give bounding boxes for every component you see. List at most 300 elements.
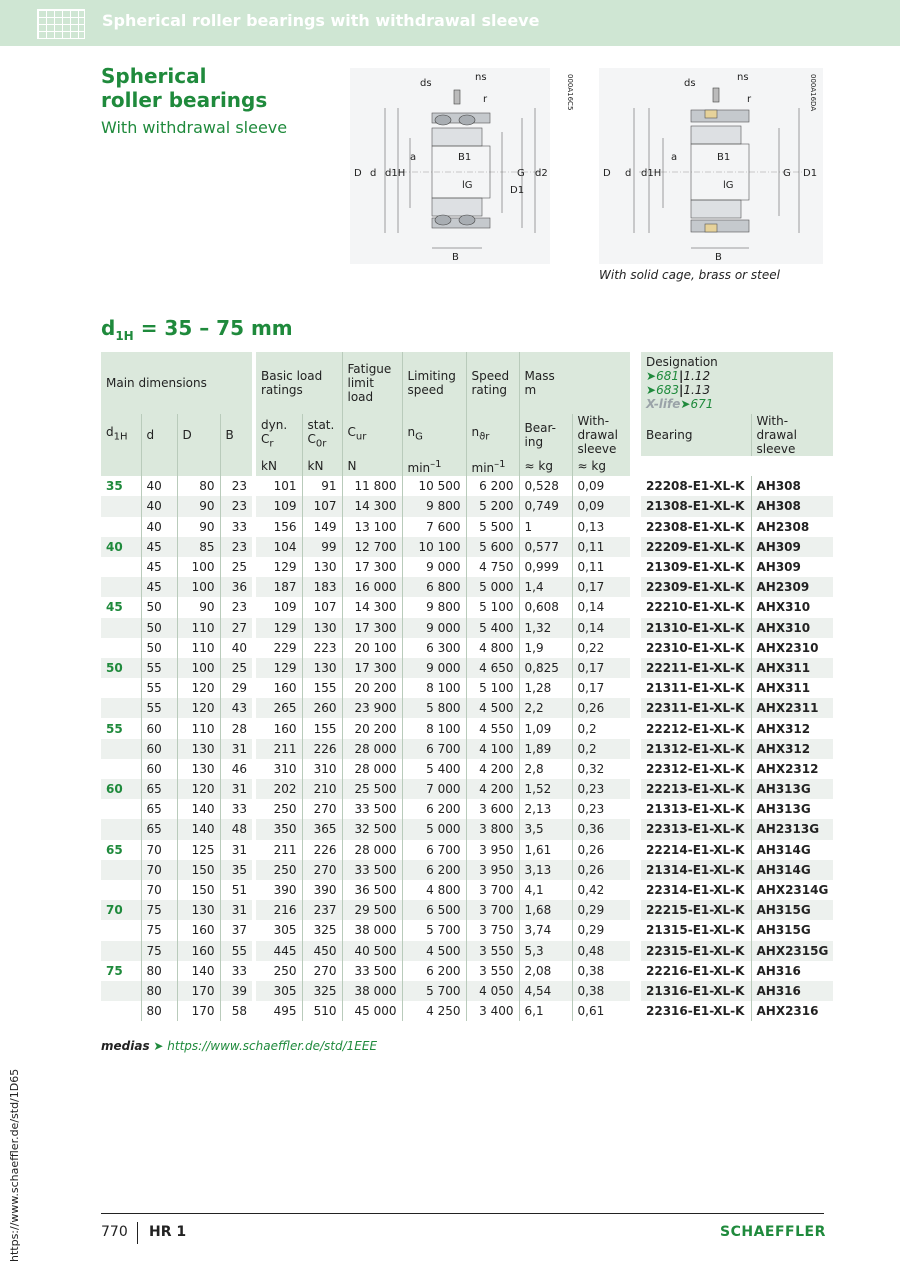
table-cell: AH2313G: [751, 819, 833, 839]
table-cell: AH309: [751, 537, 833, 557]
table-cell: 50: [141, 597, 177, 617]
table-cell: 90: [177, 496, 220, 516]
table-cell: 4 550: [466, 718, 519, 738]
table-cell: [101, 638, 141, 658]
fig2-label-G: G: [783, 168, 791, 179]
table-cell: AH308: [751, 476, 833, 496]
table-cell: 40: [141, 476, 177, 496]
table-cell: 9 800: [402, 597, 466, 617]
table-cell: 107: [302, 496, 342, 516]
table-cell: 7 000: [402, 779, 466, 799]
fig2-code: 000A16DA: [809, 74, 817, 112]
table-row: [101, 658, 833, 678]
band-title: Spherical roller bearings with withdrawal sleeve: [102, 11, 540, 30]
fig1-label-d2: d2: [535, 168, 548, 179]
table-cell: 211: [256, 739, 302, 759]
table-cell: 3 700: [466, 900, 519, 920]
table-row: [101, 557, 833, 577]
table-cell: 29 500: [342, 900, 402, 920]
table-cell: 1,52: [519, 779, 572, 799]
table-cell: 22214-E1-XL-K: [646, 842, 745, 857]
table-cell: 37: [220, 920, 252, 940]
col-bearing-mass: Bear- ing: [519, 414, 572, 456]
table-cell: 39: [220, 981, 252, 1001]
header-designation: Designation ➤681|1.12 ➤683|1.13 X-life➤671: [641, 352, 833, 414]
table-cell: 60: [141, 759, 177, 779]
table-cell: 60: [101, 779, 141, 799]
table-cell: AH314G: [751, 840, 833, 860]
table-cell: [101, 517, 141, 537]
brand-logo: SCHAEFFLER: [720, 1224, 826, 1240]
table-cell: 22310-E1-XL-K: [646, 640, 745, 655]
table-cell: 0,749: [519, 496, 572, 516]
fig1-label-d1H: d1H: [385, 168, 406, 179]
fig1-label-D: D: [354, 168, 362, 179]
table-cell: 31: [220, 840, 252, 860]
table-cell: 156: [273, 519, 297, 534]
table-header-row-1: [101, 352, 833, 414]
header-basic-load: Basic load ratings: [256, 352, 342, 414]
table-cell: 8 100: [402, 718, 466, 738]
table-cell: 160: [177, 941, 220, 961]
table-cell: 5 700: [402, 981, 466, 1001]
unit-kg-sleeve: ≈ kg: [572, 456, 630, 476]
table-cell: 5 100: [466, 597, 519, 617]
table-row: [101, 981, 833, 1001]
table-cell: 0,2: [572, 718, 630, 738]
table-cell: 14 300: [342, 597, 402, 617]
table-cell: [101, 557, 141, 577]
table-cell: 4 750: [466, 557, 519, 577]
table-cell: 6,1: [519, 1001, 572, 1021]
footer-divider: [137, 1222, 138, 1244]
table-cell: 3 600: [466, 799, 519, 819]
table-cell: 5 700: [402, 920, 466, 940]
footer-rule: [101, 1213, 824, 1214]
table-cell: 60: [141, 718, 177, 738]
table-cell: AH309: [751, 557, 833, 577]
table-cell: 170: [177, 1001, 220, 1021]
table-cell: AHX2312: [751, 759, 833, 779]
table-cell: [101, 618, 141, 638]
table-cell: 160: [273, 721, 297, 736]
table-cell: AH315G: [751, 900, 833, 920]
table-cell: AH2308: [751, 517, 833, 537]
table-cell: 10 500: [402, 476, 466, 496]
table-cell: 16 000: [342, 577, 402, 597]
table-cell: AHX2316: [751, 1001, 833, 1021]
table-cell: 109: [256, 496, 302, 516]
table-cell: 65: [141, 779, 177, 799]
table-cell: 80: [141, 961, 177, 981]
table-cell: 3 950: [466, 860, 519, 880]
table-row: [101, 597, 833, 617]
table-cell: 38 000: [342, 981, 402, 1001]
table-cell: 22211-E1-XL-K: [641, 658, 751, 678]
table-cell: [101, 880, 141, 900]
table-cell: 22313-E1-XL-K: [641, 819, 751, 839]
table-header-row-2: [101, 414, 833, 456]
bearing-table: [101, 352, 833, 1021]
table-cell: 58: [220, 1001, 252, 1021]
table-cell: 65: [141, 799, 177, 819]
table-cell: 3 750: [466, 920, 519, 940]
table-cell: 100: [177, 658, 220, 678]
unit-N: N: [342, 456, 402, 476]
table-cell: 99: [302, 537, 342, 557]
table-cell: 22314-E1-XL-K: [646, 883, 745, 898]
table-cell: 28: [220, 718, 252, 738]
table-cell: 14 300: [342, 496, 402, 516]
table-cell: 80: [141, 981, 177, 1001]
table-cell: 216: [256, 900, 302, 920]
unit-kN-stat: kN: [302, 456, 342, 476]
table-cell: 46: [220, 759, 252, 779]
x-life-logo: X-life: [646, 397, 681, 411]
table-cell: AHX2311: [751, 698, 833, 718]
table-cell: 32 500: [342, 819, 402, 839]
table-cell: 100: [177, 557, 220, 577]
catalog-grid-icon: [37, 9, 85, 39]
table-cell: 10 100: [402, 537, 466, 557]
header-main-dimensions: Main dimensions: [101, 352, 252, 414]
table-cell: 4 200: [466, 759, 519, 779]
table-cell: 120: [177, 678, 220, 698]
table-cell: 4 100: [466, 739, 519, 759]
table-cell: 0,13: [572, 517, 630, 537]
table-cell: [101, 981, 141, 1001]
table-cell: 5,3: [519, 941, 572, 961]
table-cell: 22212-E1-XL-K: [646, 721, 745, 736]
table-cell: AH315G: [751, 920, 833, 940]
table-cell: 325: [302, 981, 342, 1001]
fig2-label-ns: ns: [737, 72, 749, 83]
designation-ref-3[interactable]: X-life➤671: [646, 397, 714, 411]
table-row: [101, 537, 833, 557]
medias-link[interactable]: medias ➤ https://www.schaeffler.de/std/1EEE: [101, 1039, 378, 1053]
table-cell: 80: [141, 1001, 177, 1021]
table-cell: 130: [177, 759, 220, 779]
table-cell: 130: [177, 900, 220, 920]
table-cell: 270: [302, 860, 342, 880]
header-speed: Speed rating: [466, 352, 519, 414]
table-cell: 50: [141, 618, 177, 638]
table-cell: 390: [302, 880, 342, 900]
table-cell: 0,608: [519, 597, 572, 617]
table-cell: 9 000: [402, 658, 466, 678]
table-cell: 237: [302, 900, 342, 920]
table-row: [101, 678, 833, 698]
col-d: d: [141, 414, 177, 456]
table-cell: 120: [177, 698, 220, 718]
table-row: [101, 618, 833, 638]
table-cell: 50: [101, 658, 141, 678]
table-cell: 0,38: [572, 961, 630, 981]
table-cell: 13 100: [342, 517, 402, 537]
table-cell: 110: [177, 638, 220, 658]
unit-kg-bearing: ≈ kg: [519, 456, 572, 476]
table-cell: 450: [302, 941, 342, 961]
fig2-label-d: d: [625, 168, 632, 179]
table-cell: 510: [302, 1001, 342, 1021]
table-cell: 140: [177, 961, 220, 981]
table-row: [101, 577, 833, 597]
fig1-label-d: d: [370, 168, 377, 179]
table-cell: 1,89: [519, 739, 572, 759]
fig1-label-a: a: [410, 152, 417, 163]
header-limiting: Limiting speed: [402, 352, 466, 414]
table-cell: 3,5: [519, 819, 572, 839]
table-cell: 250: [256, 860, 302, 880]
table-cell: 160: [273, 681, 297, 696]
table-cell: 0,11: [572, 557, 630, 577]
table-cell: 22308-E1-XL-K: [646, 519, 745, 534]
table-cell: 0,38: [572, 981, 630, 1001]
table-cell: 21312-E1-XL-K: [641, 739, 751, 759]
table-cell: 5 400: [466, 618, 519, 638]
table-cell: AHX2314G: [751, 880, 833, 900]
table-row: [101, 496, 833, 516]
table-cell: 0,2: [572, 739, 630, 759]
table-cell: 5 000: [402, 819, 466, 839]
table-cell: 90: [177, 517, 220, 537]
fig1-label-ns: ns: [475, 72, 487, 83]
table-cell: 101: [273, 479, 297, 494]
table-cell: 31: [220, 739, 252, 759]
table-cell: 43: [220, 698, 252, 718]
table-cell: 183: [302, 577, 342, 597]
table-cell: 110: [177, 718, 220, 738]
table-cell: 1,09: [519, 718, 572, 738]
table-cell: 55: [220, 941, 252, 961]
table-cell: 1,68: [519, 900, 572, 920]
table-cell: 21308-E1-XL-K: [641, 496, 751, 516]
table-cell: 0,999: [519, 557, 572, 577]
table-cell: 20 200: [342, 718, 402, 738]
table-row: [101, 779, 833, 799]
table-cell: 4 250: [402, 1001, 466, 1021]
table-cell: 22311-E1-XL-K: [641, 698, 751, 718]
table-cell: 3 950: [466, 840, 519, 860]
table-row: [101, 880, 833, 900]
table-cell: 22210-E1-XL-K: [646, 600, 745, 615]
table-cell: 70: [141, 880, 177, 900]
table-cell: 8 100: [402, 678, 466, 698]
col-d1H: $d_{1H}$: [101, 414, 141, 456]
table-cell: 155: [302, 718, 342, 738]
table-cell: 22316-E1-XL-K: [646, 1004, 745, 1019]
table-cell: 40: [141, 496, 177, 516]
table-row: [101, 941, 833, 961]
table-cell: 155: [302, 678, 342, 698]
side-url[interactable]: https://www.schaeffler.de/std/1D65: [8, 1068, 21, 1262]
table-cell: 129: [273, 560, 297, 575]
table-cell: 33 500: [342, 860, 402, 880]
table-cell: 9 000: [402, 618, 466, 638]
table-cell: 4 500: [402, 941, 466, 961]
table-row: [101, 900, 833, 920]
table-cell: 55: [106, 721, 123, 736]
table-header-units: [101, 456, 833, 476]
table-cell: 270: [302, 961, 342, 981]
table-cell: [101, 678, 141, 698]
fig1-code: 000A16C5: [566, 74, 574, 111]
table-cell: 1,4: [519, 577, 572, 597]
table-cell: 48: [220, 819, 252, 839]
fig1-label-ds: ds: [420, 78, 432, 89]
table-cell: 104: [256, 537, 302, 557]
table-cell: 0,26: [572, 860, 630, 880]
table-cell: 60: [141, 739, 177, 759]
range-heading: $d_{1H} = 35 - 75$ mm: [101, 316, 293, 343]
fig2-label-lG: lG: [723, 180, 734, 191]
table-cell: AH308: [751, 496, 833, 516]
table-cell: 9 000: [402, 557, 466, 577]
table-cell: 0,23: [572, 799, 630, 819]
table-cell: 0,11: [572, 537, 630, 557]
figure-caption: With solid cage, brass or steel: [599, 268, 780, 282]
table-cell: [101, 819, 141, 839]
table-row: [101, 517, 833, 537]
table-cell: 3,74: [519, 920, 572, 940]
table-cell: 45: [141, 577, 177, 597]
table-cell: 31: [220, 900, 252, 920]
table-cell: 40: [220, 638, 252, 658]
fig2-label-ds: ds: [684, 78, 696, 89]
table-cell: 25 500: [342, 779, 402, 799]
table-cell: AHX311: [751, 658, 833, 678]
table-cell: 29: [220, 678, 252, 698]
table-cell: 0,22: [572, 638, 630, 658]
table-cell: 40 500: [342, 941, 402, 961]
table-cell: 3,13: [519, 860, 572, 880]
table-cell: 4,54: [519, 981, 572, 1001]
table-cell: 22213-E1-XL-K: [641, 779, 751, 799]
fig2-label-B: B: [715, 252, 722, 263]
table-cell: 149: [302, 517, 342, 537]
table-row: [101, 759, 833, 779]
table-cell: [101, 577, 141, 597]
table-cell: 17 300: [342, 658, 402, 678]
table-cell: AH2309: [751, 577, 833, 597]
table-cell: 6 200: [402, 799, 466, 819]
table-cell: 23: [220, 496, 252, 516]
table-cell: 40: [141, 517, 177, 537]
table-cell: 33: [220, 961, 252, 981]
table-cell: 28 000: [342, 739, 402, 759]
table-cell: 270: [302, 799, 342, 819]
table-cell: 107: [302, 597, 342, 617]
page-number: 770: [101, 1224, 128, 1240]
col-stat: stat. $C_{0r}$: [302, 414, 342, 456]
table-cell: 55: [141, 698, 177, 718]
table-cell: 445: [256, 941, 302, 961]
table-cell: 17 300: [342, 618, 402, 638]
table-cell: 5 100: [466, 678, 519, 698]
table-cell: 90: [177, 597, 220, 617]
table-cell: 3 800: [466, 819, 519, 839]
fig2-label-a: a: [671, 152, 678, 163]
col-B: B: [220, 414, 252, 456]
table-cell: 35: [106, 479, 123, 494]
table-cell: 28 000: [342, 840, 402, 860]
fig1-label-B: B: [452, 252, 459, 263]
col-dyn: dyn. $C_r$: [256, 414, 302, 456]
table-cell: 23 900: [342, 698, 402, 718]
table-cell: 0,17: [572, 678, 630, 698]
table-cell: 150: [177, 860, 220, 880]
table-cell: 265: [256, 698, 302, 718]
table-cell: 129: [256, 618, 302, 638]
table-cell: 85: [177, 537, 220, 557]
table-cell: 33: [220, 517, 252, 537]
table-cell: 45 000: [342, 1001, 402, 1021]
table-cell: 226: [302, 840, 342, 860]
table-cell: 70: [141, 840, 177, 860]
table-cell: 0,26: [572, 840, 630, 860]
table-cell: 5 000: [466, 577, 519, 597]
fig1-label-G: G: [517, 168, 525, 179]
table-cell: 211: [273, 842, 297, 857]
table-cell: 80: [177, 476, 220, 496]
table-cell: 33 500: [342, 961, 402, 981]
table-cell: 4 050: [466, 981, 519, 1001]
table-cell: 310: [273, 761, 297, 776]
designation-ref-2[interactable]: ➤683|1.13: [646, 383, 711, 397]
table-cell: 365: [302, 819, 342, 839]
table-cell: 45: [106, 600, 123, 615]
table-cell: 21315-E1-XL-K: [646, 923, 745, 938]
table-cell: 23: [220, 537, 252, 557]
table-cell: [101, 799, 141, 819]
table-cell: 20 100: [342, 638, 402, 658]
table-cell: 22215-E1-XL-K: [641, 900, 751, 920]
table-cell: 0,825: [519, 658, 572, 678]
table-cell: 6 200: [466, 476, 519, 496]
table-cell: 75: [141, 941, 177, 961]
table-row: [101, 799, 833, 819]
designation-ref-1[interactable]: ➤681|1.12: [646, 369, 711, 383]
table-cell: 125: [177, 840, 220, 860]
table-cell: 2,2: [519, 698, 572, 718]
table-cell: AHX2315G: [751, 941, 833, 961]
table-cell: 0,14: [572, 618, 630, 638]
table-cell: 129: [256, 658, 302, 678]
table-cell: 6 200: [402, 860, 466, 880]
table-cell: 1,28: [519, 678, 572, 698]
table-cell: 21309-E1-XL-K: [646, 560, 745, 575]
fig2-label-r: r: [747, 94, 752, 105]
table-cell: 45: [141, 537, 177, 557]
table-cell: 22309-E1-XL-K: [641, 577, 751, 597]
table-cell: 1,9: [519, 638, 572, 658]
table-cell: 51: [220, 880, 252, 900]
table-cell: 2,08: [519, 961, 572, 981]
table-cell: 4 200: [466, 779, 519, 799]
table-cell: 0,36: [572, 819, 630, 839]
col-sleeve: With- drawal sleeve: [751, 414, 833, 456]
table-cell: 260: [302, 698, 342, 718]
table-cell: AH316: [751, 961, 833, 981]
table-cell: 160: [177, 920, 220, 940]
table-cell: 22315-E1-XL-K: [641, 941, 751, 961]
bearing-drawing-2: [599, 68, 823, 264]
table-cell: 20 200: [342, 678, 402, 698]
fig2-label-D1: D1: [803, 168, 818, 179]
table-cell: AH316: [751, 981, 833, 1001]
table-cell: 23: [220, 597, 252, 617]
table-cell: 28 000: [342, 759, 402, 779]
